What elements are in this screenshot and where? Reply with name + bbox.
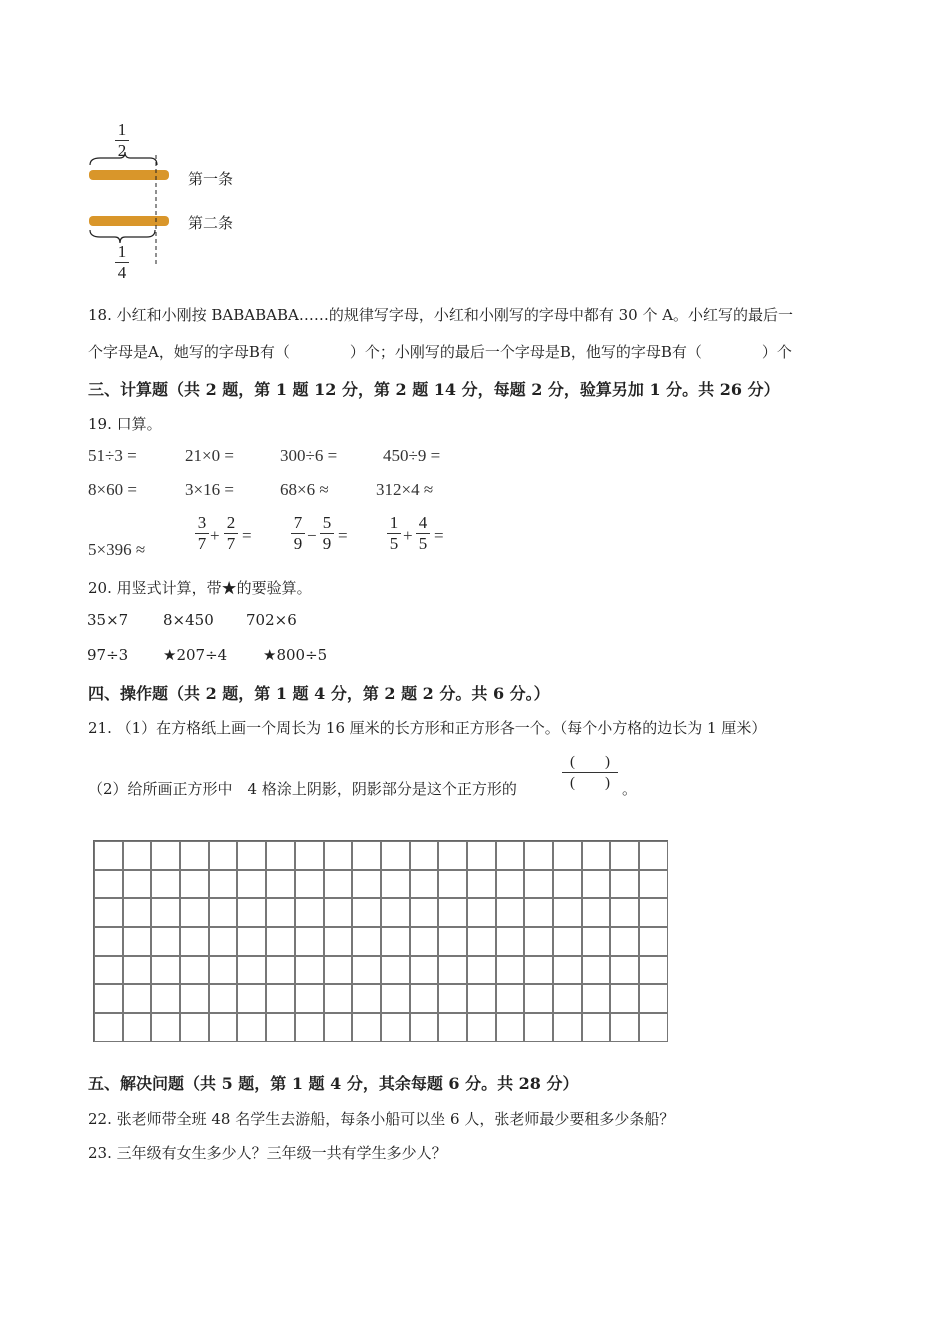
oral-problem: 3×16 =: [185, 480, 234, 499]
grid-cell[interactable]: [553, 870, 582, 899]
grid-cell[interactable]: [553, 927, 582, 956]
grid-cell[interactable]: [524, 841, 553, 870]
grid-cell[interactable]: [295, 1013, 324, 1042]
grid-cell[interactable]: [639, 1013, 668, 1042]
grid-cell[interactable]: [151, 984, 180, 1013]
grid-cell[interactable]: [381, 1013, 410, 1042]
vertical-calc-problem: 35×7: [87, 611, 129, 629]
grid-cell[interactable]: [467, 984, 496, 1013]
grid-cell[interactable]: [352, 898, 381, 927]
grid-cell[interactable]: [324, 898, 353, 927]
grid-cell[interactable]: [151, 870, 180, 899]
grid-cell[interactable]: [610, 927, 639, 956]
grid-cell[interactable]: [123, 898, 152, 927]
grid-cell[interactable]: [266, 1013, 295, 1042]
grid-cell[interactable]: [324, 841, 353, 870]
grid-cell[interactable]: [237, 927, 266, 956]
grid-cell[interactable]: [266, 927, 295, 956]
grid-cell[interactable]: [639, 984, 668, 1013]
grid-cell[interactable]: [381, 898, 410, 927]
denominator: 4: [117, 263, 127, 282]
q23: 23. 三年级有女生多少人？三年级一共有学生多少人？: [88, 1144, 447, 1162]
grid-cell[interactable]: [266, 841, 295, 870]
grid-cell[interactable]: [496, 841, 525, 870]
grid-cell[interactable]: [467, 956, 496, 985]
numerator: 1: [117, 120, 127, 139]
grid-cell[interactable]: [324, 927, 353, 956]
oral-problem: 51÷3 =: [88, 446, 137, 465]
oral-problem: 312×4 ≈: [376, 480, 434, 499]
grid-cell[interactable]: [237, 841, 266, 870]
grid-cell[interactable]: [123, 927, 152, 956]
q20-title: 20. 用竖式计算，带★的要验算。: [88, 579, 312, 597]
oral-problem: 5×396 ≈: [88, 540, 146, 559]
grid-cell[interactable]: [209, 984, 238, 1013]
numerator: 1: [117, 242, 127, 261]
grid-cell[interactable]: [123, 870, 152, 899]
grid-cell[interactable]: [467, 1013, 496, 1042]
grid-cell[interactable]: [151, 1013, 180, 1042]
q18-line1: 18. 小红和小刚按 BABABABA……的规律写字母，小红和小刚写的字母中都有 30 个 A。小红写的最后一: [88, 306, 794, 324]
grid-cell[interactable]: [381, 984, 410, 1013]
grid-cell[interactable]: [266, 984, 295, 1013]
grid-cell[interactable]: [610, 984, 639, 1013]
grid-cell[interactable]: [438, 841, 467, 870]
grid-cell[interactable]: [610, 898, 639, 927]
grid-cell[interactable]: [639, 956, 668, 985]
vertical-calc-problem: 97÷3: [87, 646, 129, 664]
grid-cell[interactable]: [438, 1013, 467, 1042]
grid-cell[interactable]: [94, 870, 123, 899]
grid-cell[interactable]: [438, 927, 467, 956]
grid-cell[interactable]: [94, 984, 123, 1013]
grid-cell[interactable]: [496, 927, 525, 956]
grid-cell[interactable]: [266, 956, 295, 985]
grid-cell[interactable]: [151, 898, 180, 927]
grid-cell[interactable]: [151, 927, 180, 956]
vertical-calc-problem: ★207÷4: [163, 646, 228, 664]
grid-cell[interactable]: [295, 927, 324, 956]
oral-problem: 68×6 ≈: [280, 480, 329, 499]
grid-cell[interactable]: [237, 956, 266, 985]
grid-cell[interactable]: [438, 956, 467, 985]
grid-cell[interactable]: [180, 870, 209, 899]
grid-cell[interactable]: [94, 956, 123, 985]
grid-cell[interactable]: [151, 956, 180, 985]
grid-cell[interactable]: [381, 841, 410, 870]
grid-cell[interactable]: [582, 841, 611, 870]
grid-cell[interactable]: [352, 841, 381, 870]
grid-cell[interactable]: [123, 1013, 152, 1042]
grid-cell[interactable]: [209, 1013, 238, 1042]
grid-cell[interactable]: [467, 870, 496, 899]
grid-cell[interactable]: [295, 956, 324, 985]
section-4-heading: 四、操作题（共 2 题，第 1 题 4 分，第 2 题 2 分。共 6 分。）: [88, 684, 550, 703]
grid-cell[interactable]: [381, 956, 410, 985]
q21-line2: （2）给所画正方形中 4 格涂上阴影，阴影部分是这个正方形的: [88, 780, 517, 798]
q22: 22. 张老师带全班 48 名学生去游船，每条小船可以坐 6 人，张老师最少要租多少条船？: [88, 1110, 675, 1128]
grid-cell[interactable]: [639, 870, 668, 899]
grid-cell[interactable]: [295, 841, 324, 870]
grid-cell[interactable]: [352, 870, 381, 899]
grid-cell[interactable]: [123, 841, 152, 870]
rope-2: [89, 216, 169, 226]
grid-cell[interactable]: [209, 841, 238, 870]
grid-cell[interactable]: [610, 841, 639, 870]
grid-cell[interactable]: [352, 927, 381, 956]
answer-fraction-blank[interactable]: ( ) ( ): [562, 752, 618, 793]
grid-cell[interactable]: [553, 956, 582, 985]
grid-cell[interactable]: [524, 956, 553, 985]
grid-cell[interactable]: [237, 1013, 266, 1042]
grid-cell[interactable]: [639, 898, 668, 927]
grid-cell[interactable]: [180, 927, 209, 956]
grid-cell[interactable]: [237, 870, 266, 899]
grid-cell[interactable]: [524, 927, 553, 956]
grid-cell[interactable]: [582, 898, 611, 927]
grid-cell[interactable]: [610, 870, 639, 899]
worksheet-page: 1 2 1 4 第一条 第二条 18. 小红和小刚按 BABABABA……的规律写字母，小红和小刚写的字母中都有 30 个 A。小红写的最后一 个字母是A，她写的字母B有（ ）个；小刚写的最后一个字母是B，他写的字母B有（ ）个 三、计算题（共 2 题，第 1 题 12 分，第 2 题 14 分，每题 2 分，验算另加 1 分。共 26 分） 19. 口算。 51÷3 = 21×0 = 300÷6 = 450÷9 = 8×60 = 3×16 = 68×6 ≈ 312×4 ≈ 5×396 ≈ 3 7 + 2 7 = 7 9 − 5 9 = 1 5 + 4 5 = 20. 用竖式计算，带★的要验算。 35×7 8×450 702×6 97÷3 ★207÷4 ★800÷5 四、操作题（共 2 题，第 1 题 4 分，第 2 题 2 分。共 6 分。） 21. （1）在方格纸上画一个周长为 16 厘米的长方形和正方形各一个。（每个小方格的边长为 1 厘米） （2）给所画正方形中 4 格涂上阴影，阴影部分是这个正方形的 ( ) ( ) 。 五、解决问题（共 5 题，第 1 题 4 分，其余每题 6 分。共 28 分） 22. 张老师带全班 48 名学生去游船，每条小船可以坐 6 人，张老师最少要租多少条船？ 23. 三年级有女生多少人？三年级一共有学生多少人？: [0, 0, 950, 1344]
grid-cell[interactable]: [352, 956, 381, 985]
grid-cell[interactable]: [410, 984, 439, 1013]
grid-cell[interactable]: [438, 870, 467, 899]
grid-cell[interactable]: [467, 898, 496, 927]
grid-cell[interactable]: [151, 841, 180, 870]
rope-label-2: 第二条: [188, 214, 234, 232]
rope-1: [89, 170, 169, 180]
grid-cell[interactable]: [553, 984, 582, 1013]
grid-cell[interactable]: [180, 984, 209, 1013]
grid-cell[interactable]: [381, 927, 410, 956]
vertical-calc-problem: 8×450: [163, 611, 214, 629]
grid-cell[interactable]: [94, 841, 123, 870]
square-grid-paper[interactable]: [93, 840, 668, 1042]
grid-cell[interactable]: [410, 870, 439, 899]
grid-cell[interactable]: [324, 956, 353, 985]
grid-cell[interactable]: [295, 898, 324, 927]
grid-cell[interactable]: [582, 927, 611, 956]
grid-cell[interactable]: [582, 1013, 611, 1042]
oral-problem: 300÷6 =: [280, 446, 338, 465]
grid-cell[interactable]: [295, 870, 324, 899]
section-5-heading: 五、解决问题（共 5 题，第 1 题 4 分，其余每题 6 分。共 28 分）: [88, 1074, 579, 1093]
q19-title: 19. 口算。: [88, 415, 162, 433]
grid-cell[interactable]: [524, 1013, 553, 1042]
grid-cell[interactable]: [410, 898, 439, 927]
grid-cell[interactable]: [467, 927, 496, 956]
grid-cell[interactable]: [352, 1013, 381, 1042]
oral-problem: 450÷9 =: [383, 446, 441, 465]
rope-label-1: 第一条: [188, 170, 234, 188]
grid-cell[interactable]: [180, 1013, 209, 1042]
grid-cell[interactable]: [180, 956, 209, 985]
grid-cell[interactable]: [237, 984, 266, 1013]
grid-cell[interactable]: [410, 927, 439, 956]
oral-problem: 21×0 =: [185, 446, 234, 465]
grid-cell[interactable]: [209, 956, 238, 985]
fraction-quarter: [115, 242, 129, 283]
vertical-calc-problem: ★800÷5: [263, 646, 328, 664]
grid-cell[interactable]: [94, 1013, 123, 1042]
q18-line2: 个字母是A，她写的字母B有（ ）个；小刚写的最后一个字母是B，他写的字母B有（ ）个: [88, 343, 792, 361]
grid-cell[interactable]: [295, 984, 324, 1013]
brace-top: [90, 152, 157, 165]
grid-cell[interactable]: [94, 927, 123, 956]
grid-cell[interactable]: [381, 870, 410, 899]
grid-cell[interactable]: [324, 984, 353, 1013]
grid-cell[interactable]: [496, 870, 525, 899]
grid-cell[interactable]: [266, 898, 295, 927]
grid-cell[interactable]: [180, 841, 209, 870]
grid-cell[interactable]: [610, 956, 639, 985]
grid-cell[interactable]: [582, 984, 611, 1013]
grid-cell[interactable]: [352, 984, 381, 1013]
grid-cell[interactable]: [123, 984, 152, 1013]
denominator: 2: [117, 141, 127, 160]
period: 。: [622, 780, 638, 798]
grid-cell[interactable]: [524, 984, 553, 1013]
grid-cell[interactable]: [524, 898, 553, 927]
grid-cell[interactable]: [496, 898, 525, 927]
grid-cell[interactable]: [438, 984, 467, 1013]
grid-cell[interactable]: [582, 956, 611, 985]
grid-cell[interactable]: [410, 1013, 439, 1042]
oral-problem: 8×60 =: [88, 480, 137, 499]
grid-cell[interactable]: [266, 870, 295, 899]
grid-cell[interactable]: [410, 956, 439, 985]
grid-cell[interactable]: [209, 898, 238, 927]
grid-cell[interactable]: [496, 984, 525, 1013]
grid-cell[interactable]: [324, 870, 353, 899]
grid-cell[interactable]: [582, 870, 611, 899]
grid-cell[interactable]: [639, 841, 668, 870]
grid-cell[interactable]: [123, 956, 152, 985]
q21-line1: 21. （1）在方格纸上画一个周长为 16 厘米的长方形和正方形各一个。（每个小方格的边长为 1 厘米）: [88, 719, 767, 737]
grid-cell[interactable]: [324, 1013, 353, 1042]
grid-cell[interactable]: [438, 898, 467, 927]
grid-cell[interactable]: [496, 956, 525, 985]
rope-drawing: [85, 150, 185, 265]
grid-cell[interactable]: [410, 841, 439, 870]
grid-cell[interactable]: [237, 898, 266, 927]
grid-cell[interactable]: [639, 927, 668, 956]
section-3-heading: 三、计算题（共 2 题，第 1 题 12 分，第 2 题 14 分，每题 2 分，验算另加 1 分。共 26 分）: [88, 380, 780, 399]
grid-cell[interactable]: [209, 870, 238, 899]
grid-cell[interactable]: [553, 841, 582, 870]
grid-cell[interactable]: [610, 1013, 639, 1042]
grid-cell[interactable]: [524, 870, 553, 899]
grid-cell[interactable]: [209, 927, 238, 956]
grid-cell[interactable]: [496, 1013, 525, 1042]
grid-cell[interactable]: [180, 898, 209, 927]
grid-cell[interactable]: [553, 1013, 582, 1042]
grid-cell[interactable]: [94, 898, 123, 927]
grid-cell[interactable]: [553, 898, 582, 927]
grid-cell[interactable]: [467, 841, 496, 870]
vertical-calc-problem: 702×6: [246, 611, 297, 629]
